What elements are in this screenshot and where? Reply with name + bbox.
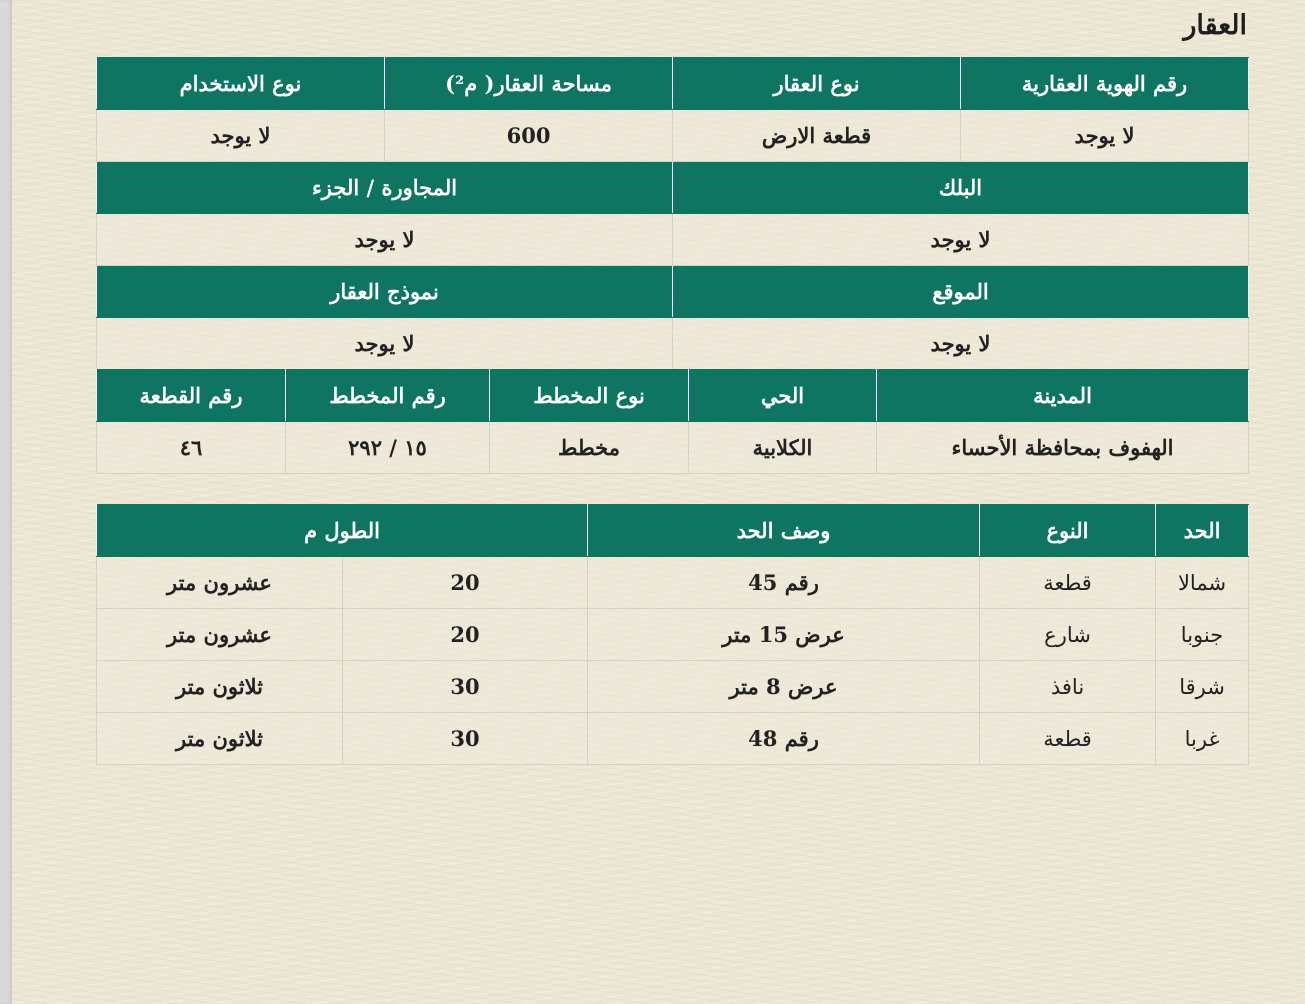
value-property-id: لا يوجد xyxy=(961,110,1249,162)
header-row-block xyxy=(97,162,1249,214)
header-boundary: الحد xyxy=(1156,505,1249,557)
boundary-direction: شمالا xyxy=(1156,557,1249,609)
boundary-length-text: ثلاثون متر xyxy=(97,713,343,765)
boundaries-table xyxy=(96,504,1249,765)
boundary-length: 30 xyxy=(343,713,588,765)
section-title: العقار xyxy=(1183,10,1247,41)
header-row-plan xyxy=(97,370,1249,422)
header-property-id: رقم الهوية العقارية xyxy=(961,58,1249,110)
header-boundary-description: وصف الحد xyxy=(588,505,980,557)
value-property-type: قطعة الارض xyxy=(673,110,961,162)
value-row-block xyxy=(97,214,1249,266)
boundary-length: 20 xyxy=(343,557,588,609)
value-plan-type: مخطط xyxy=(490,422,689,474)
boundary-direction: غربا xyxy=(1156,713,1249,765)
boundary-direction: جنوبا xyxy=(1156,609,1249,661)
table-row xyxy=(97,661,1249,713)
value-row-location xyxy=(97,318,1249,370)
boundary-description: رقم 48 xyxy=(588,713,980,765)
page-edge xyxy=(0,0,12,1004)
value-property-model: لا يوجد xyxy=(97,318,673,370)
value-city: الهفوف بمحافظة الأحساء xyxy=(877,422,1249,474)
header-plot-number: رقم القطعة xyxy=(97,370,286,422)
header-property-type: نوع العقار xyxy=(673,58,961,110)
value-district: الكلابية xyxy=(689,422,877,474)
value-plan-number: ١٥ / ٢٩٢ xyxy=(286,422,490,474)
boundary-direction: شرقا xyxy=(1156,661,1249,713)
value-row-identity xyxy=(97,110,1249,162)
plan-details-table xyxy=(96,369,1249,474)
table-row xyxy=(97,609,1249,661)
table-row xyxy=(97,557,1249,609)
header-plan-type: نوع المخطط xyxy=(490,370,689,422)
boundary-type: شارع xyxy=(980,609,1156,661)
boundary-length: 20 xyxy=(343,609,588,661)
boundary-length-text: ثلاثون متر xyxy=(97,661,343,713)
property-details-table xyxy=(96,57,1249,370)
boundary-description: عرض 15 متر xyxy=(588,609,980,661)
value-property-area: 600 xyxy=(385,110,673,162)
boundary-description: رقم 45 xyxy=(588,557,980,609)
boundary-type: قطعة xyxy=(980,557,1156,609)
value-row-plan xyxy=(97,422,1249,474)
header-property-model: نموذج العقار xyxy=(97,266,673,318)
header-boundary-type: النوع xyxy=(980,505,1156,557)
value-plot-number: ٤٦ xyxy=(97,422,286,474)
boundary-type: نافذ xyxy=(980,661,1156,713)
boundary-length-text: عشرون متر xyxy=(97,609,343,661)
header-neighborhood-part: المجاورة / الجزء xyxy=(97,162,673,214)
boundary-length: 30 xyxy=(343,661,588,713)
header-property-area: مساحة العقار( م²) xyxy=(385,58,673,110)
header-district: الحي xyxy=(689,370,877,422)
boundary-length-text: عشرون متر xyxy=(97,557,343,609)
header-length: الطول م xyxy=(97,505,588,557)
value-block: لا يوجد xyxy=(673,214,1249,266)
boundaries-header-row xyxy=(97,505,1249,557)
header-city: المدينة xyxy=(877,370,1249,422)
header-location: الموقع xyxy=(673,266,1249,318)
boundary-type: قطعة xyxy=(980,713,1156,765)
header-row-identity xyxy=(97,58,1249,110)
header-block: البلك xyxy=(673,162,1249,214)
value-usage-type: لا يوجد xyxy=(97,110,385,162)
header-usage-type: نوع الاستخدام xyxy=(97,58,385,110)
boundary-description: عرض 8 متر xyxy=(588,661,980,713)
header-row-location xyxy=(97,266,1249,318)
value-location: لا يوجد xyxy=(673,318,1249,370)
value-neighborhood-part: لا يوجد xyxy=(97,214,673,266)
header-plan-number: رقم المخطط xyxy=(286,370,490,422)
table-row xyxy=(97,713,1249,765)
